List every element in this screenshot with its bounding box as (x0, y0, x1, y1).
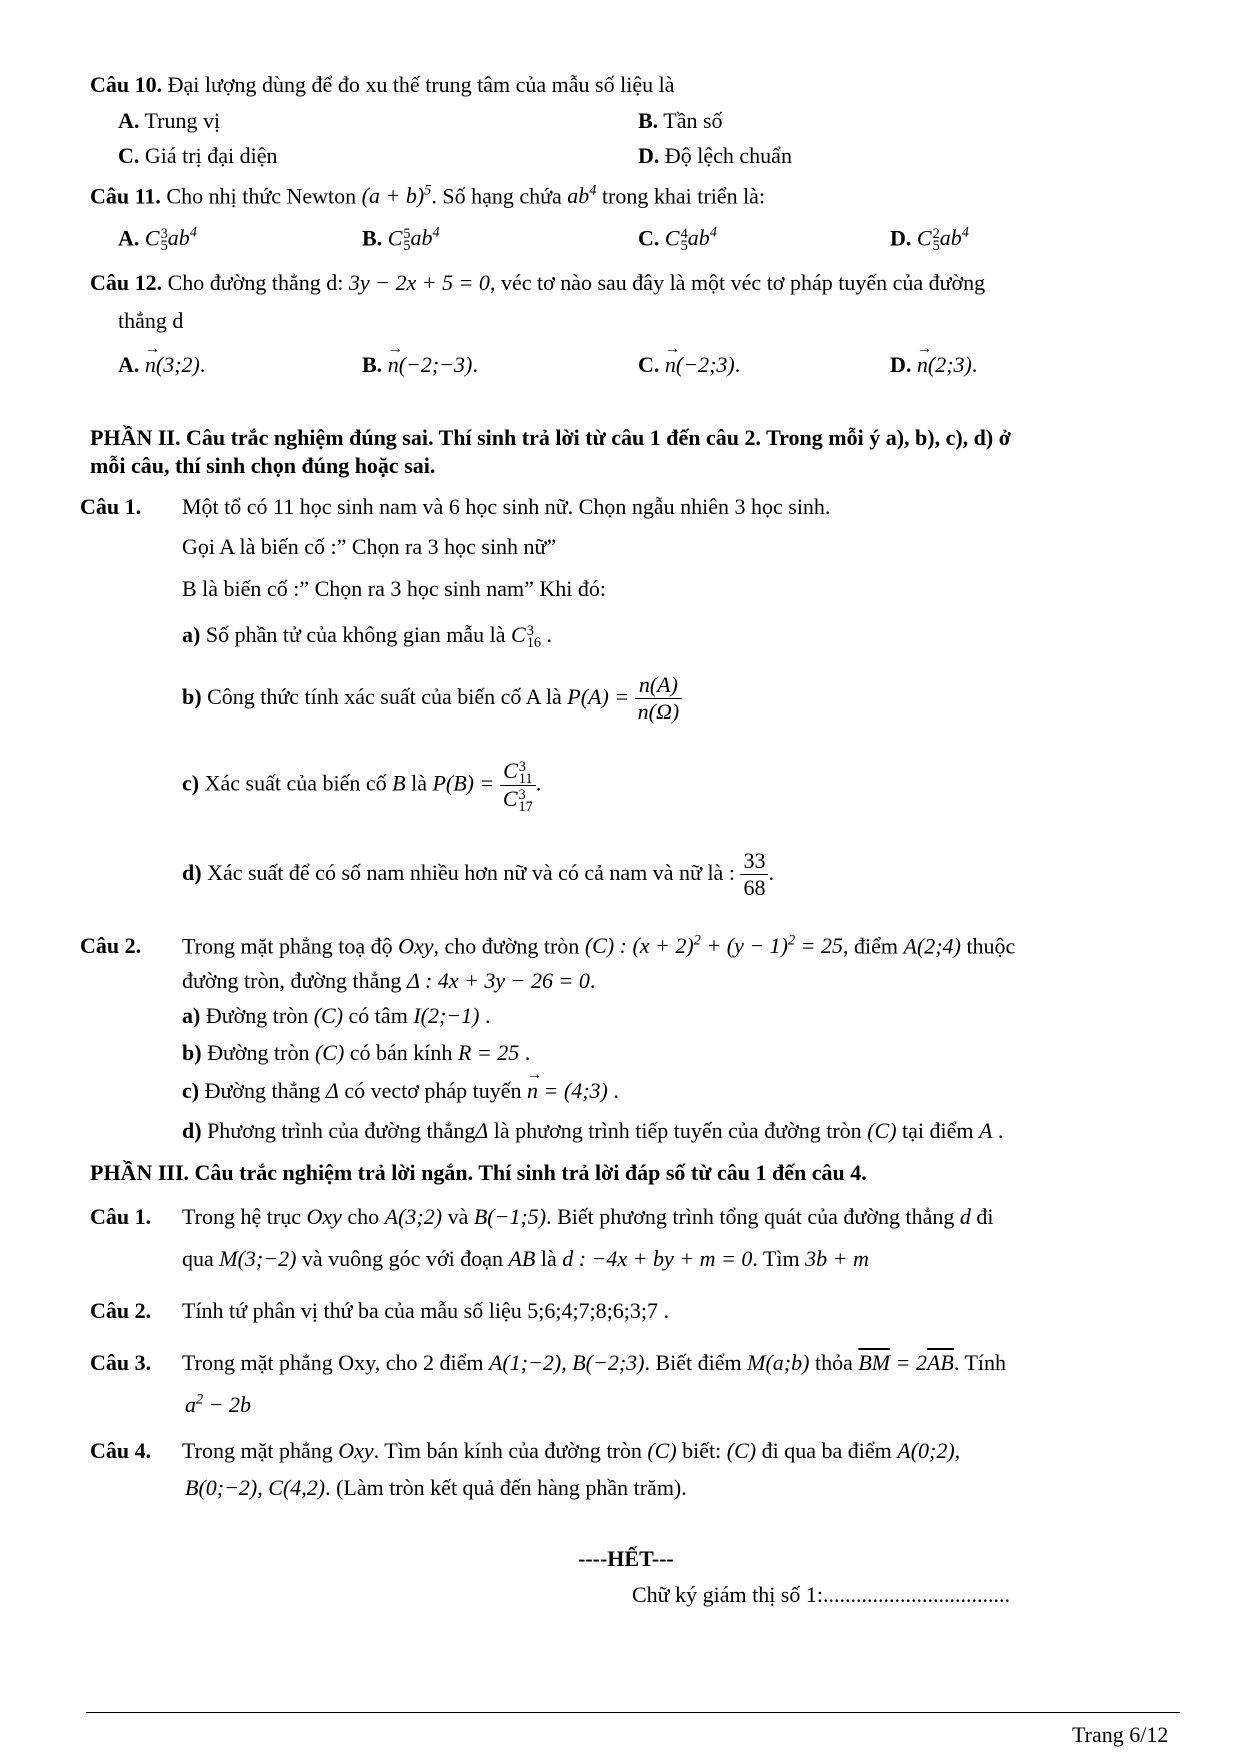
q10-option-a: A. Trung vị (118, 108, 221, 133)
p2-q2: Câu 2. (80, 933, 142, 958)
page-number: Trang 6/12 (1072, 1722, 1169, 1747)
part2-heading-1: PHẦN II. Câu trắc nghiệm đúng sai. Thí sinh trả lời từ câu 1 đến câu 2. Trong mỗi ý a), b), c), d) ở (90, 425, 1011, 450)
end-mark: ----HẾT--- (578, 1546, 674, 1571)
p2-q1-d: d) Xác suất để có số nam nhiều hơn nữ và có cả nam và nữ là : $\frac{33}{68}$ . (182, 848, 774, 901)
p3-q4: Câu 4. (90, 1438, 152, 1463)
q12-option-b: B. → n(−2;−3). (362, 352, 478, 378)
q11-option-b: B. C 5 5 $ab^4$ (362, 225, 440, 255)
q12-cont: thẳng d (118, 308, 184, 333)
p3-q4-text: Trong mặt phẳng Oxy. Tìm bán kính của đường tròn (C) biết: (C) đi qua ba điểm A(0;2), (182, 1438, 961, 1463)
part2-heading-2: mỗi câu, thí sinh chọn đúng hoặc sai. (90, 453, 436, 478)
p3-q3-text-2: $a^2 - 2b$ (185, 1392, 252, 1418)
p2-q1-event-a: Gọi A là biến cố :” Chọn ra 3 học sinh nữ” (182, 534, 557, 559)
p2-q1-event-b: B là biến cố :” Chọn ra 3 học sinh nam” Khi đó: (182, 576, 607, 601)
p3-q2-text: Tính tứ phân vị thứ ba của mẫu số liệu 5;6;4;7;8;6;3;7 . (182, 1298, 670, 1323)
p3-q3: Câu 3. (90, 1350, 152, 1375)
q10-option-b: B. Tần số (638, 108, 723, 133)
footer-divider (86, 1712, 1180, 1713)
p2-q1-text: Một tổ có 11 học sinh nam và 6 học sinh nữ. Chọn ngẫu nhiên 3 học sinh. (182, 494, 831, 519)
p2-q1-c: c) Xác suất của biến cố B là P(B) = C 3 11 C 3 17 . (182, 758, 542, 816)
p3-q1-text-2: qua M(3;−2) và vuông góc với đoạn AB là d : −4x + by + m = 0. Tìm 3b + m (182, 1246, 869, 1271)
q12: Câu 12. Cho đường thẳng d: 3y − 2x + 5 = 0, véc tơ nào sau đây là một véc tơ pháp tuyến của đường (90, 270, 986, 295)
q10-option-c: C. Giá trị đại diện (118, 143, 278, 168)
p2-q2-a: a) Đường tròn (C) có tâm I(2;−1) . (182, 1003, 491, 1028)
p2-q1: Câu 1. (80, 494, 142, 519)
q10: Câu 10. Đại lượng dùng để đo xu thế trung tâm của mẫu số liệu là (90, 72, 675, 97)
signature-line: Chữ ký giám thị số 1:.................................. (632, 1582, 1010, 1607)
p2-q2-b: b) Đường tròn (C) có bán kính R = 25 . (182, 1040, 531, 1065)
q12-option-c: C. → n(−2;3). (638, 352, 740, 378)
q12-option-a: A. → n(3;2). (118, 352, 205, 378)
p2-q1-b: b) Công thức tính xác suất của biến cố A là P(A) = $\frac{n(A)}{n(\Omega)}$ (182, 672, 682, 726)
q11-option-c: C. C 4 5 $ab^4$ (638, 225, 717, 255)
p3-q1-text: Trong hệ trục Oxy cho A(3;2) và B(−1;5). Biết phương trình tổng quát của đường thẳng d đi (182, 1204, 994, 1229)
p3-q3-text: Trong mặt phẳng Oxy, cho 2 điểm A(1;−2), B(−2;3). Biết điểm M(a;b) thỏa $\overline{BM} = 2\overline{AB}$. Tính (182, 1350, 1007, 1375)
p2-q2-d: d) Phương trình của đường thẳngΔ là phương trình tiếp tuyến của đường tròn (C) tại điểm A . (182, 1118, 1004, 1143)
q11: Câu 11. Cho nhị thức Newton $(a + b)^5$. Số hạng chứa $ab^4$ trong khai triển là: (90, 183, 766, 209)
q11-option-d: D. C 2 5 $ab^4$ (890, 225, 969, 255)
q10-option-d: D. Độ lệch chuẩn (638, 143, 792, 168)
q12-option-d: D. → n(2;3). (890, 352, 977, 378)
p3-q1: Câu 1. (90, 1204, 152, 1229)
p2-q2-text: Trong mặt phẳng toạ độ Oxy, cho đường tròn (C) : $(x + 2)^2 + (y - 1)^2 = 25$, điểm A(2;4) thuộc (182, 933, 1016, 959)
p2-q2-text-2: đường tròn, đường thẳng Δ : 4x + 3y − 26 = 0. (182, 968, 596, 993)
p3-q4-text-2: B(0;−2), C(4,2). (Làm tròn kết quả đến hàng phần trăm). (185, 1475, 687, 1500)
p3-q2: Câu 2. (90, 1298, 152, 1323)
p2-q1-a: a) Số phần tử của không gian mẫu là C 3 16 . (182, 622, 553, 651)
part3-heading: PHẦN III. Câu trắc nghiệm trả lời ngắn. Thí sinh trả lời đáp số từ câu 1 đến câu 4. (90, 1160, 867, 1185)
p2-q2-c: c) Đường thẳng Δ có vectơ pháp tuyến → n = (4;3) . (182, 1078, 619, 1104)
q11-option-a: A. C 3 5 $ab^4$ (118, 225, 197, 255)
